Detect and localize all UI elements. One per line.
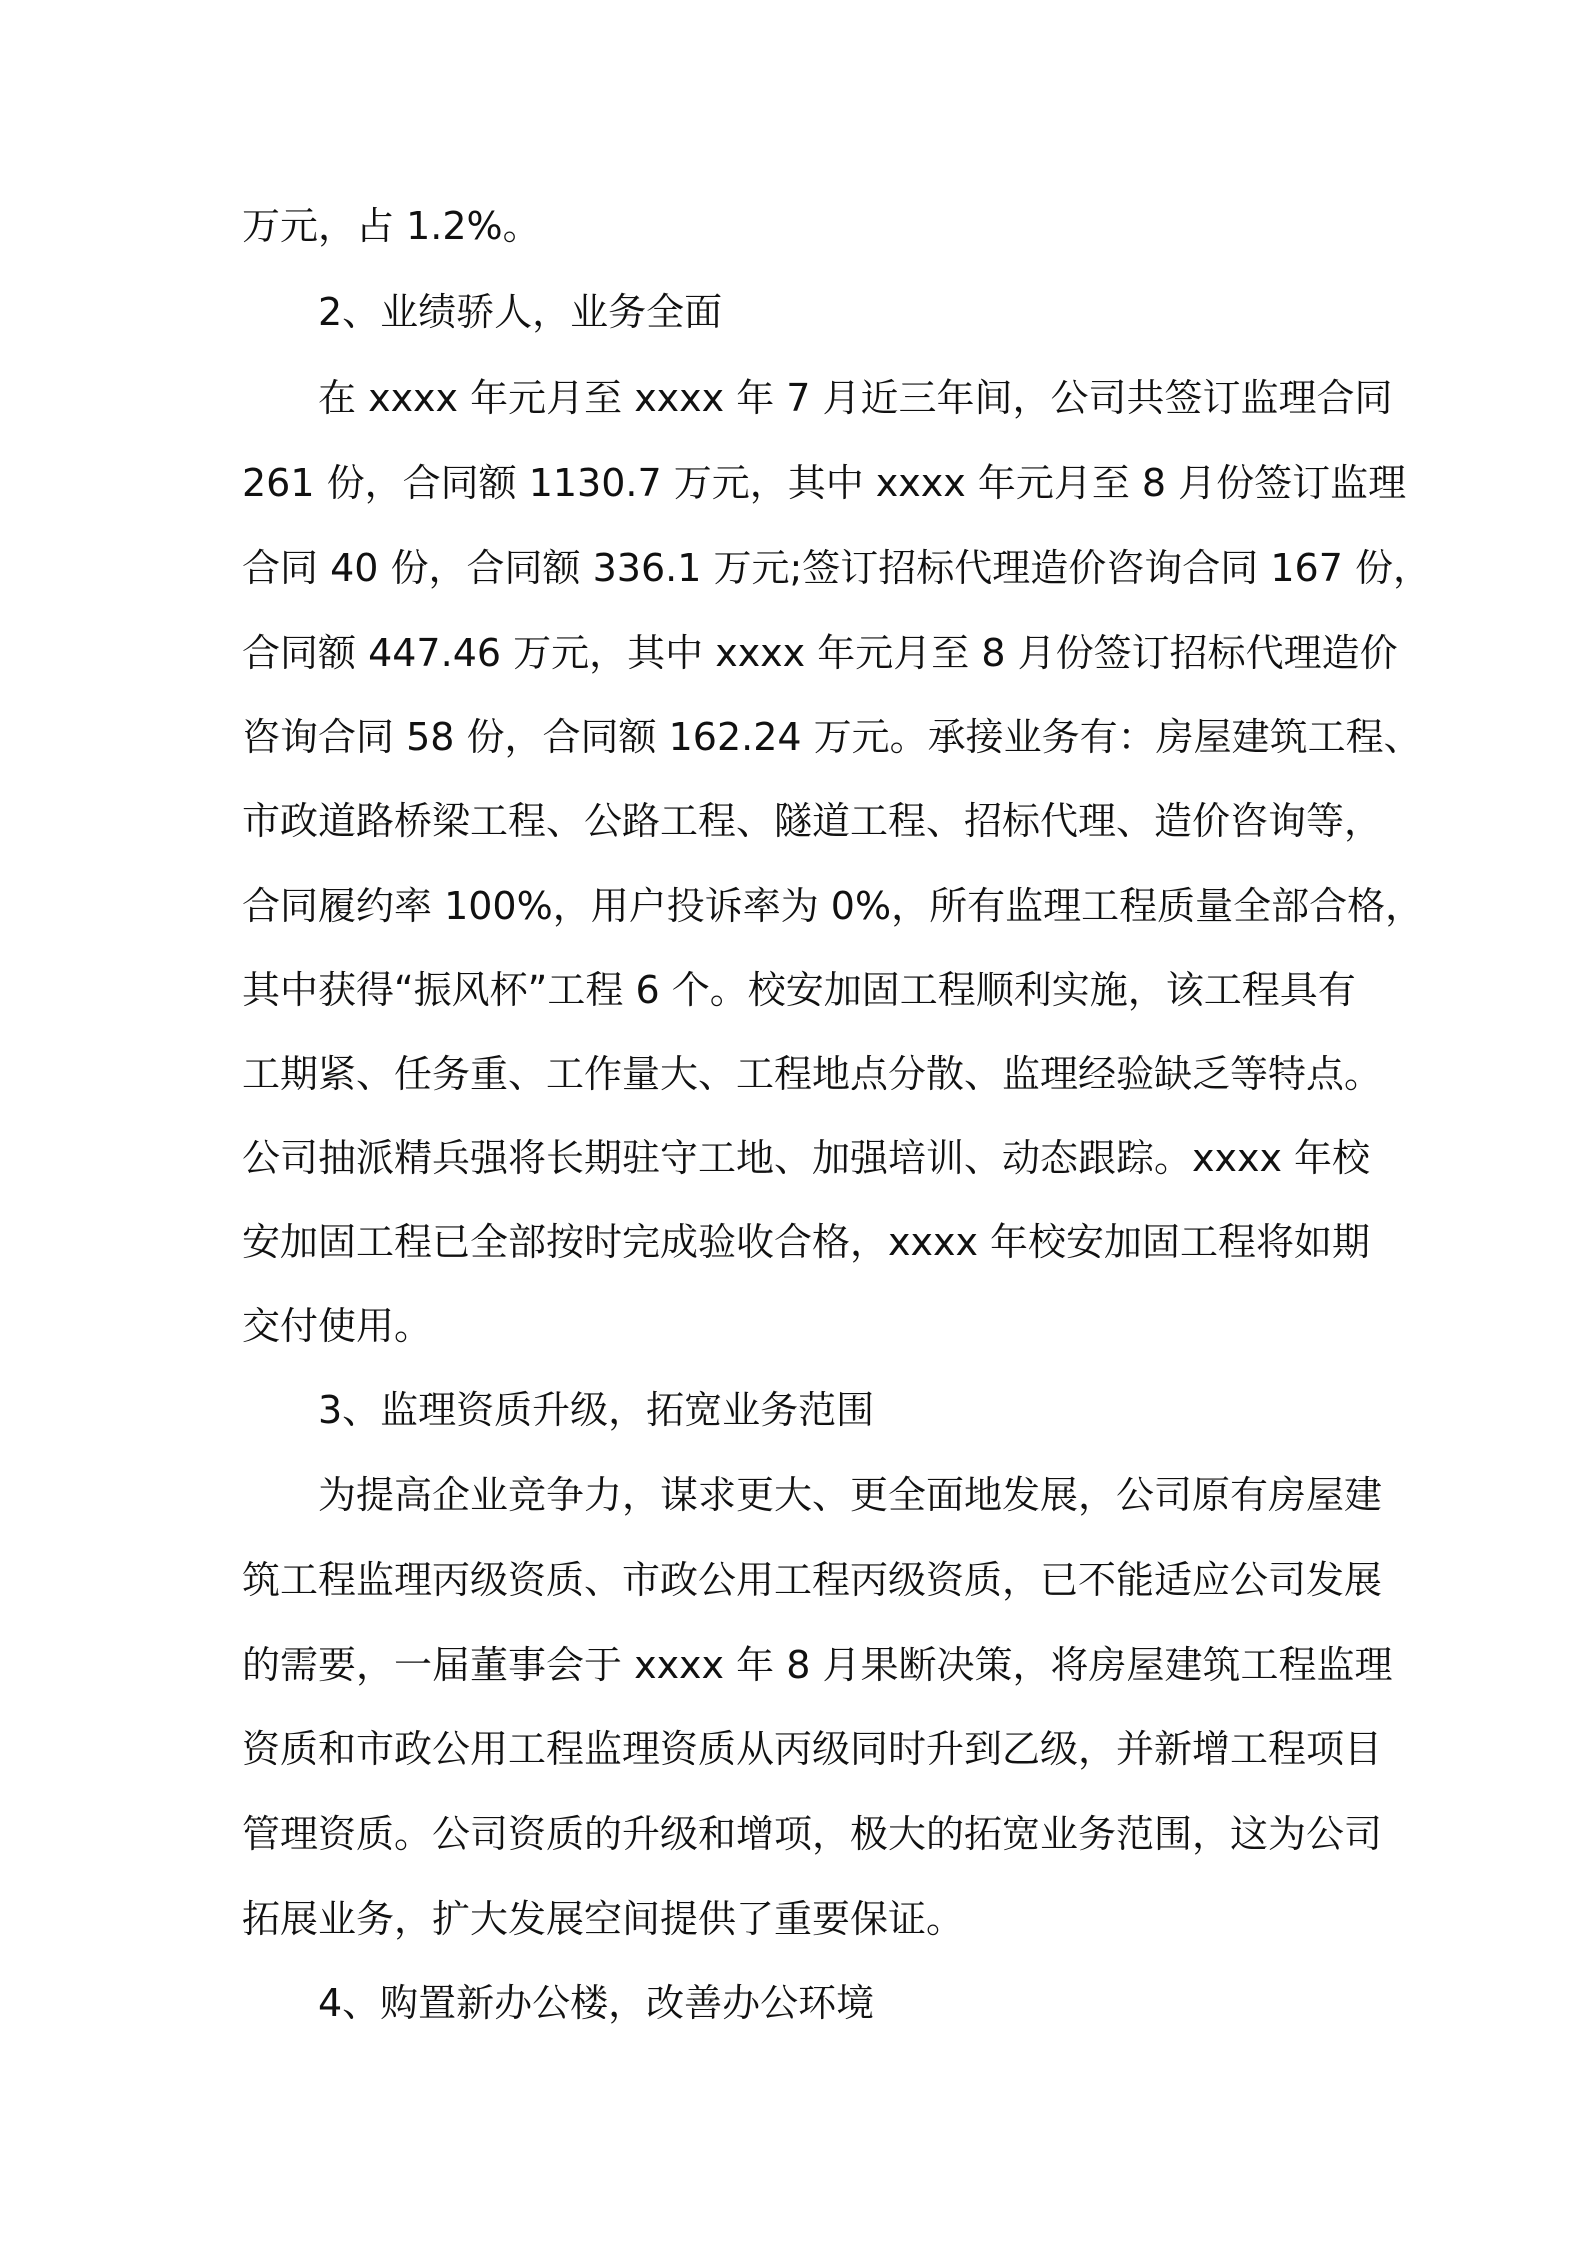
text-line: 万元，占 1.2%。 xyxy=(242,204,541,248)
section-heading: 2、业绩骄人，业务全面 xyxy=(318,290,723,334)
text-line: 咨询合同 58 份，合同额 162.24 万元。承接业务有：房屋建筑工程、 xyxy=(242,715,1422,759)
text-line: 市政道路桥梁工程、公路工程、隧道工程、招标代理、造价咨询等， xyxy=(242,799,1383,843)
text-line: 公司抽派精兵强将长期驻守工地、加强培训、动态跟踪。xxxx 年校 xyxy=(242,1136,1371,1180)
text-line: 在 xxxx 年元月至 xxxx 年 7 月近三年间，公司共签订监理合同 xyxy=(318,376,1393,420)
text-line: 交付使用。 xyxy=(242,1304,433,1348)
text-line: 合同额 447.46 万元，其中 xxxx 年元月至 8 月份签订招标代理造价 xyxy=(242,631,1398,675)
text-line: 工期紧、任务重、工作量大、工程地点分散、监理经验缺乏等特点。 xyxy=(242,1052,1383,1096)
text-line: 261 份，合同额 1130.7 万元，其中 xxxx 年元月至 8 月份签订监理 xyxy=(242,461,1407,505)
text-line: 其中获得“振风杯”工程 6 个。校安加固工程顺利实施，该工程具有 xyxy=(242,968,1356,1012)
text-line: 拓展业务，扩大发展空间提供了重要保证。 xyxy=(242,1897,965,1941)
text-line: 管理资质。公司资质的升级和增项，极大的拓宽业务范围，这为公司 xyxy=(242,1812,1383,1856)
text-line: 合同 40 份，合同额 336.1 万元;签订招标代理造价咨询合同 167 份， xyxy=(242,546,1431,590)
text-line: 筑工程监理丙级资质、市政公用工程丙级资质，已不能适应公司发展 xyxy=(242,1558,1383,1602)
section-heading: 4、购置新办公楼，改善办公环境 xyxy=(318,1981,875,2025)
section-heading: 3、监理资质升级，拓宽业务范围 xyxy=(318,1388,875,1432)
text-line: 安加固工程已全部按时完成验收合格，xxxx 年校安加固工程将如期 xyxy=(242,1220,1371,1264)
text-line: 为提高企业竞争力，谋求更大、更全面地发展，公司原有房屋建 xyxy=(318,1473,1383,1517)
text-line: 资质和市政公用工程监理资质从丙级同时升到乙级，并新增工程项目 xyxy=(242,1727,1383,1771)
text-line: 的需要，一届董事会于 xxxx 年 8 月果断决策，将房屋建筑工程监理 xyxy=(242,1643,1393,1687)
text-line: 合同履约率 100%，用户投诉率为 0%，所有监理工程质量全部合格， xyxy=(242,884,1424,928)
